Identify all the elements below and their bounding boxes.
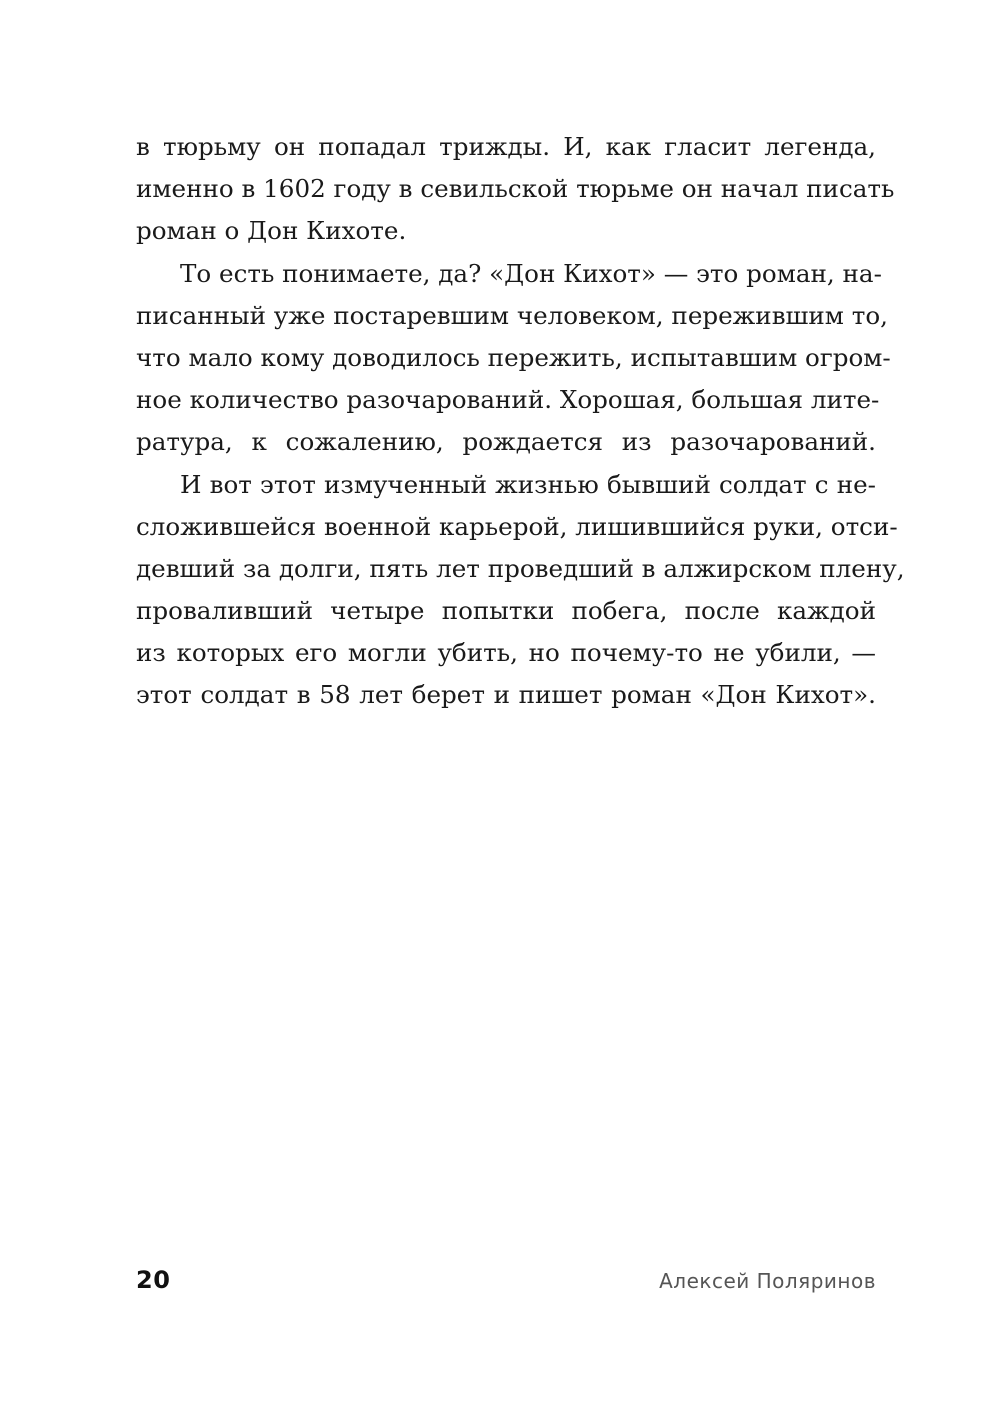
text-line: проваливший четыре попытки побега, после каждой [136,596,876,626]
text-line: этот солдат в 58 лет берет и пишет роман «Дон Кихот». [136,680,876,710]
text-line: ное количество разочарований. Хорошая, большая лите- [136,385,880,415]
text-line: сложившейся военной карьерой, лишившийся руки, отси- [136,511,898,541]
running-footer-author: Алексей Поляринов [659,1269,876,1293]
text-line: И вот этот измученный жизнью бывший солдат с не- [180,469,876,499]
text-line: что мало кому доводилось пережить, испытавшим огром- [136,342,891,372]
body-text [136,126,905,717]
text-line: ратура, к сожалению, рождается из разочарований. [136,427,876,457]
text-line: из которых его могли убить, но почему-то не убили, — [136,638,876,668]
text-line: роман о Дон Кихоте. [136,216,407,246]
text-line: девший за долги, пять лет проведший в алжирском плену, [136,553,905,583]
text-line: именно в 1602 году в севильской тюрьме он начал писать [136,174,895,204]
text-line: То есть понимаете, да? «Дон Кихот» — это роман, на- [180,258,882,288]
page-number: 20 [136,1266,171,1294]
text-line: в тюрьму он попадал трижды. И, как гласит легенда, [136,132,876,161]
text-line: писанный уже постаревшим человеком, пережившим то, [136,300,888,330]
